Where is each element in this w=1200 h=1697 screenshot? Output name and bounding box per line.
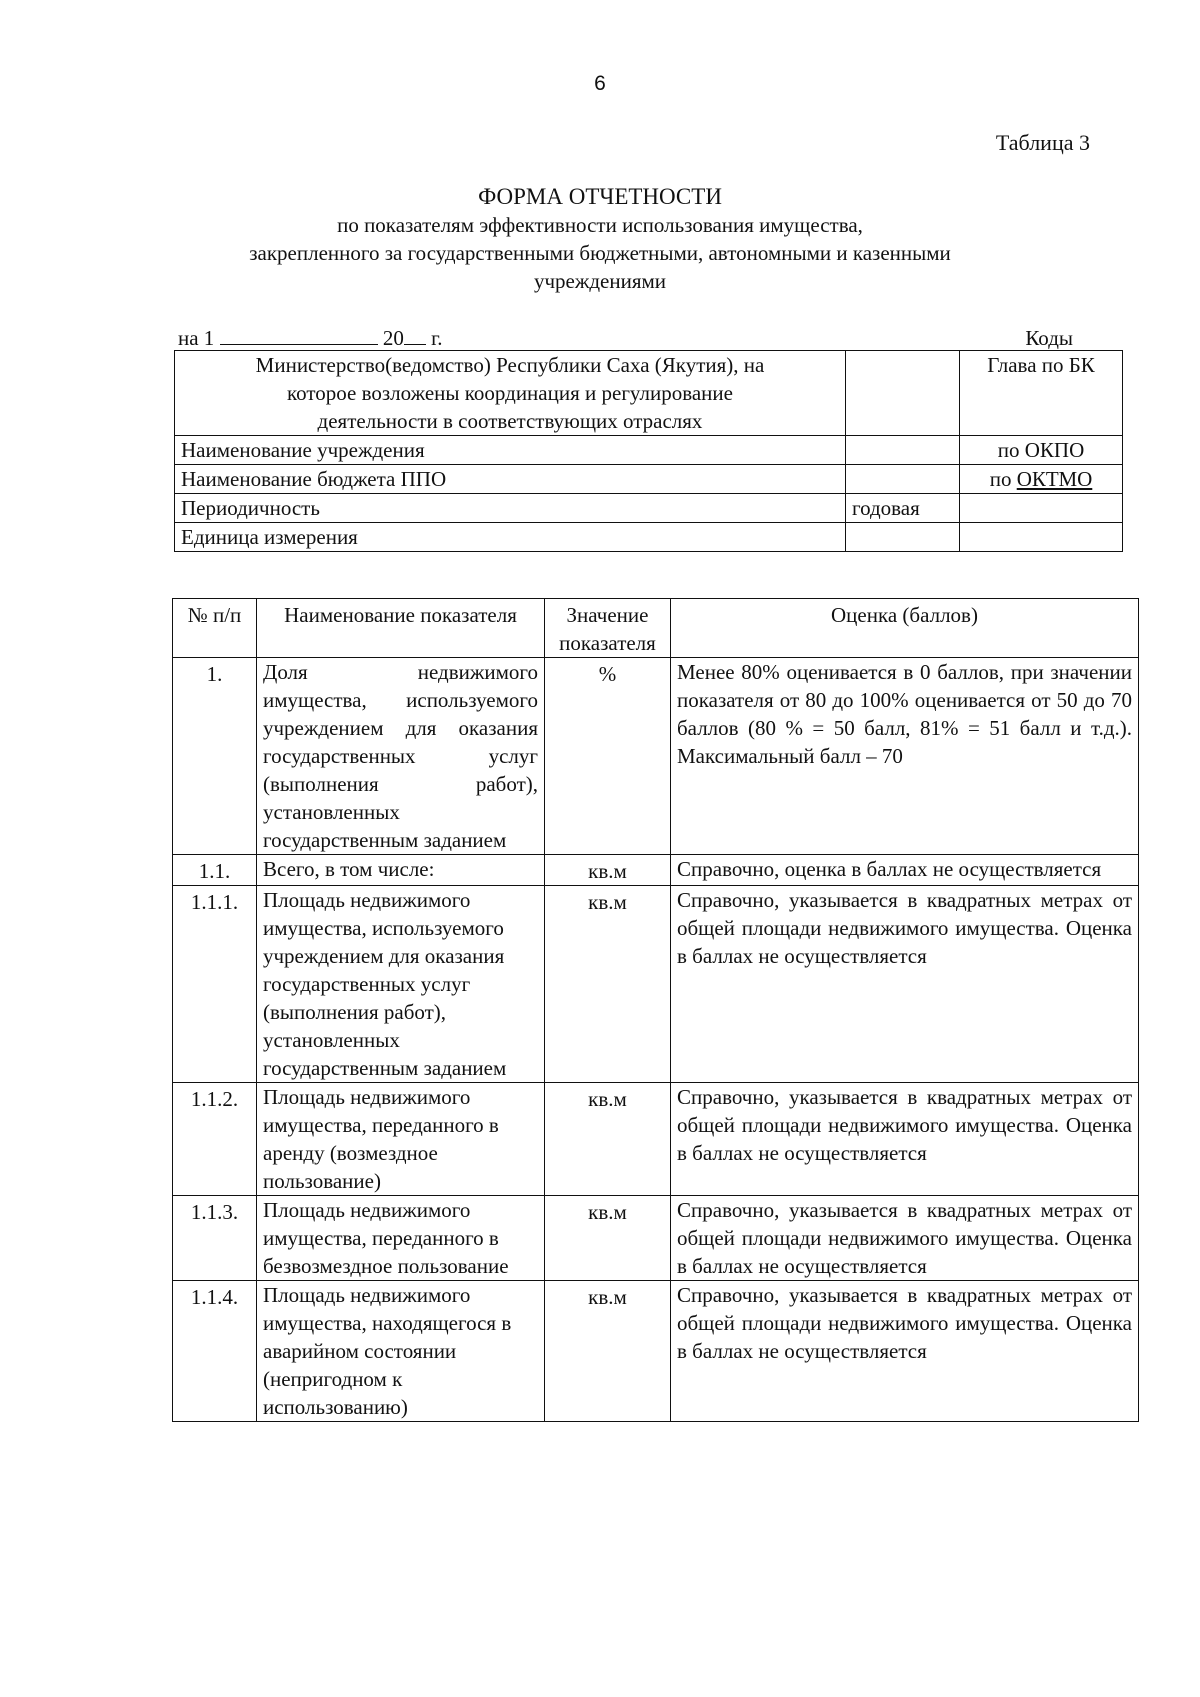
header-row-unit [175,523,1123,552]
row-name: Площадь недвижимого имущества, переданного в безвозмездное пользование [257,1196,545,1281]
unit-cell: Единица измерения [175,523,846,552]
ministry-line: которое возложены координация и регулирование [287,381,733,405]
year-blank [404,326,426,345]
row-num: 1.1.1. [173,886,257,1083]
row-value: кв.м [545,1196,671,1281]
title-block [170,183,1030,295]
row-score: Менее 80% оценивается в 0 баллов, при значении показателя от 80 до 100% оценивается от 50 до 70 баллов (80 % = 50 балл, 81% = 51 балл и т.д.). Максимальный балл – 70 [671,658,1139,855]
ministry-line: деятельности в соответствующих отраслях [317,409,703,433]
table-row [173,855,1139,886]
row-value: кв.м [545,1083,671,1196]
unit-code-cell [960,523,1123,552]
row-score: Справочно, указывается в квадратных метрах от общей площади недвижимого имущества. Оценка в баллах не осуществляется [671,1196,1139,1281]
row-value: кв.м [545,886,671,1083]
header-row-institution [175,436,1123,465]
institution-value-cell [846,436,960,465]
date-prefix: на 1 [178,326,215,350]
year-prefix: 20 [382,326,404,350]
row-score: Справочно, указывается в квадратных метрах от общей площади недвижимого имущества. Оценка в баллах не осуществляется [671,1281,1139,1422]
column-header-num: № п/п [173,599,257,658]
header-table [174,350,1123,552]
row-num: 1.1.2. [173,1083,257,1196]
row-name: Площадь недвижимого имущества, переданного в аренду (возмездное пользование) [257,1083,545,1196]
indicators-table [172,598,1139,1422]
row-value: % [545,658,671,855]
row-value: кв.м [545,1281,671,1422]
table-label: Таблица 3 [995,130,1090,155]
row-num: 1.1. [173,855,257,886]
periodicity-value-cell: годовая [846,494,960,523]
date-line [178,326,1073,350]
ministry-value-cell [846,351,960,436]
ministry-cell [175,351,846,436]
row-num: 1.1.4. [173,1281,257,1422]
okpo-cell: по ОКПО [960,436,1123,465]
table-row [173,1083,1139,1196]
table-row [173,1196,1139,1281]
periodicity-cell: Периодичность [175,494,846,523]
header-row-ministry [175,351,1123,436]
table-header-row [173,599,1139,658]
table-row [173,1281,1139,1422]
column-header-score: Оценка (баллов) [671,599,1139,658]
page-number: 6 [594,72,606,95]
date-blank [220,326,378,345]
form-title: ФОРМА ОТЧЕТНОСТИ [478,184,722,209]
column-header-name: Наименование показателя [257,599,545,658]
budget-name-cell: Наименование бюджета ППО [175,465,846,494]
subtitle-line: по показателям эффективности использования имущества, [337,213,863,237]
row-score: Справочно, указывается в квадратных метрах от общей площади недвижимого имущества. Оценка в баллах не осуществляется [671,886,1139,1083]
year-suffix: г. [431,326,443,350]
row-name: Площадь недвижимого имущества, используемого учреждением для оказания государственных услуг (выполнения работ), установленных государственным заданием [257,886,545,1083]
table-row [173,886,1139,1083]
header-row-periodicity [175,494,1123,523]
ministry-line: Министерство(ведомство) Республики Саха (Якутия), на [255,353,765,377]
row-num: 1. [173,658,257,855]
row-value: кв.м [545,855,671,886]
subtitle-line: учреждениями [533,269,667,293]
institution-name-cell: Наименование учреждения [175,436,846,465]
codes-label: Коды [1025,326,1073,350]
row-num: 1.1.3. [173,1196,257,1281]
periodicity-code-cell [960,494,1123,523]
row-score: Справочно, указывается в квадратных метрах от общей площади недвижимого имущества. Оценка в баллах не осуществляется [671,1083,1139,1196]
unit-value-cell [846,523,960,552]
header-row-budget [175,465,1123,494]
row-name: Всего, в том числе: [257,855,545,886]
row-name: Доля недвижимого имущества, используемого учреждением для оказания государственных услуг (выполнения работ), установленных государственным заданием [257,658,545,855]
glava-bk-cell: Глава по БК [960,351,1123,436]
row-score: Справочно, оценка в баллах не осуществляется [671,855,1139,886]
oktmo-code: ОКТМО [1016,467,1093,491]
oktmo-cell [960,465,1123,494]
oktmo-prefix: по [989,467,1017,491]
column-header-value: Значение показателя [545,599,671,658]
budget-value-cell [846,465,960,494]
row-name: Площадь недвижимого имущества, находящегося в аварийном состоянии (непригодном к использованию) [257,1281,545,1422]
subtitle-line: закрепленного за государственными бюджетными, автономными и казенными [249,241,951,265]
table-row [173,658,1139,855]
